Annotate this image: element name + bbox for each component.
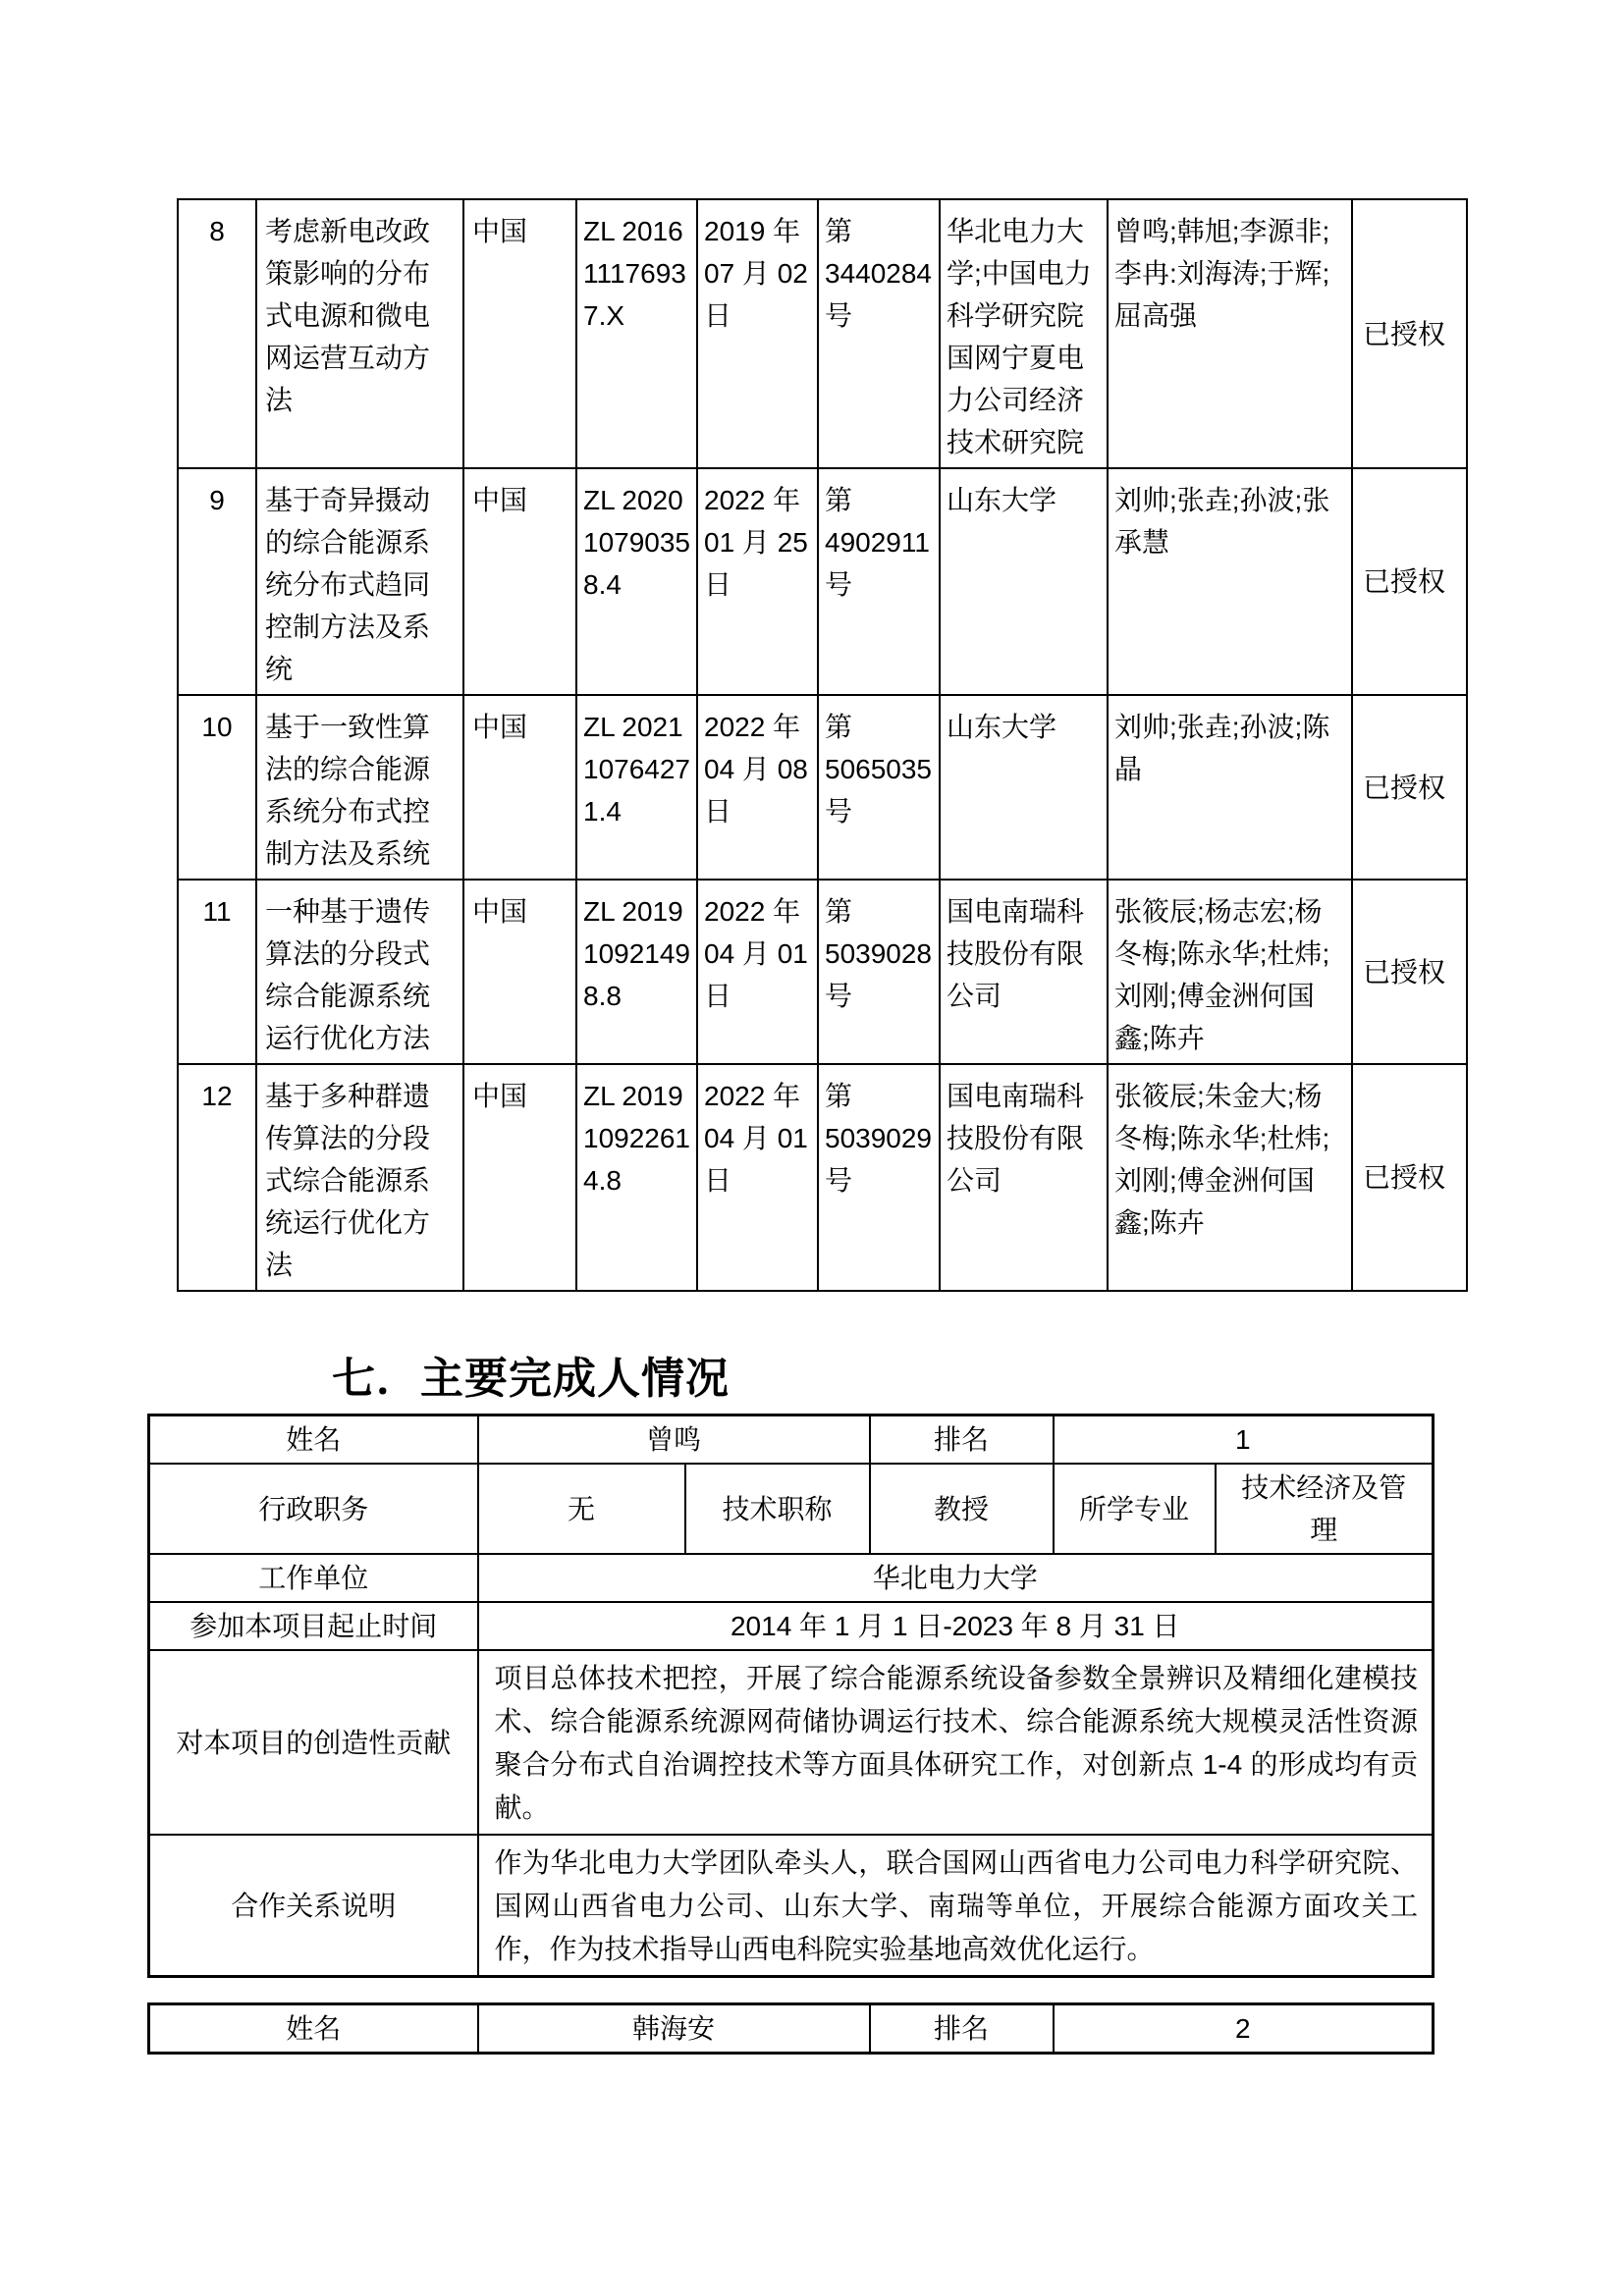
person-period-row bbox=[149, 1602, 1434, 1650]
patent-status-cell: 已授权 bbox=[1352, 880, 1467, 1064]
patent-status-cell: 已授权 bbox=[1352, 695, 1467, 880]
patent-cert-cell: 第 5065035 号 bbox=[818, 695, 940, 880]
patent-title-cell: 一种基于遗传算法的分段式综合能源系统运行优化方法 bbox=[256, 880, 463, 1064]
patent-no-cell: 11 bbox=[178, 880, 256, 1064]
name-label: 姓名 bbox=[149, 1415, 478, 1465]
patent-number-cell: ZL 2020 1079035 8.4 bbox=[576, 468, 697, 695]
patent-cert-cell: 第 5039028 号 bbox=[818, 880, 940, 1064]
admin-post-label: 行政职务 bbox=[149, 1464, 478, 1554]
patent-status-cell: 已授权 bbox=[1352, 468, 1467, 695]
patent-date-cell: 2022 年 04 月 08 日 bbox=[697, 695, 818, 880]
period-label: 参加本项目起止时间 bbox=[149, 1602, 478, 1650]
section-title: 七．主要完成人情况 bbox=[332, 1355, 730, 1403]
patent-no-cell: 9 bbox=[178, 468, 256, 695]
patent-no-cell: 12 bbox=[178, 1064, 256, 1291]
tech-title-label: 技术职称 bbox=[685, 1464, 870, 1554]
patent-inventors-cell: 张筱辰;朱金大;杨冬梅;陈永华;杜炜;刘刚;傅金洲何国鑫;陈卉 bbox=[1108, 1064, 1352, 1291]
patent-country-cell: 中国 bbox=[463, 199, 576, 468]
person2-table bbox=[147, 2002, 1435, 2055]
patent-row-10 bbox=[178, 695, 1467, 880]
patent-date-cell: 2022 年 01 月 25 日 bbox=[697, 468, 818, 695]
person-cooperation-row bbox=[149, 1835, 1434, 1977]
patent-row-12 bbox=[178, 1064, 1467, 1291]
patent-title-cell: 基于一致性算法的综合能源系统分布式控制方法及系统 bbox=[256, 695, 463, 880]
patent-assignee-cell: 国电南瑞科技股份有限公司 bbox=[940, 880, 1108, 1064]
patent-number-cell: ZL 2019 1092149 8.8 bbox=[576, 880, 697, 1064]
cooperation-label: 合作关系说明 bbox=[149, 1835, 478, 1977]
patent-number-cell: ZL 2016 1117693 7.X bbox=[576, 199, 697, 468]
patent-date-cell: 2022 年 04 月 01 日 bbox=[697, 1064, 818, 1291]
person-detail-table bbox=[147, 1414, 1435, 1978]
admin-post-value: 无 bbox=[478, 1464, 685, 1554]
patent-inventors-cell: 刘帅;张垚;孙波;张承慧 bbox=[1108, 468, 1352, 695]
patent-country-cell: 中国 bbox=[463, 468, 576, 695]
patent-inventors-cell: 刘帅;张垚;孙波;陈晶 bbox=[1108, 695, 1352, 880]
rank-value: 2 bbox=[1054, 2004, 1434, 2054]
patent-date-cell: 2022 年 04 月 01 日 bbox=[697, 880, 818, 1064]
patent-cert-cell: 第 5039029 号 bbox=[818, 1064, 940, 1291]
person-workunit-row bbox=[149, 1554, 1434, 1602]
patent-row-8 bbox=[178, 199, 1467, 468]
person2-name-row bbox=[149, 2004, 1434, 2054]
period-value: 2014 年 1 月 1 日-2023 年 8 月 31 日 bbox=[478, 1602, 1434, 1650]
contribution-value: 项目总体技术把控，开展了综合能源系统设备参数全景辨识及精细化建模技术、综合能源系统源网荷储协调运行技术、综合能源系统大规模灵活性资源聚合分布式自治调控技术等方面具体研究工作，对创新点 1-4 的形成均有贡献。 bbox=[478, 1650, 1434, 1835]
major-value: 技术经济及管理 bbox=[1216, 1464, 1434, 1554]
tech-title-value: 教授 bbox=[870, 1464, 1054, 1554]
person-name-row bbox=[149, 1415, 1434, 1465]
patent-country-cell: 中国 bbox=[463, 1064, 576, 1291]
patent-title-cell: 考虑新电改政策影响的分布式电源和微电网运营互动方法 bbox=[256, 199, 463, 468]
patent-number-cell: ZL 2019 1092261 4.8 bbox=[576, 1064, 697, 1291]
patent-row-9 bbox=[178, 468, 1467, 695]
patent-no-cell: 8 bbox=[178, 199, 256, 468]
patent-assignee-cell: 华北电力大学;中国电力科学研究院国网宁夏电力公司经济技术研究院 bbox=[940, 199, 1108, 468]
patent-assignee-cell: 山东大学 bbox=[940, 695, 1108, 880]
name-label: 姓名 bbox=[149, 2004, 478, 2054]
cooperation-value: 作为华北电力大学团队牵头人，联合国网山西省电力公司电力科学研究院、国网山西省电力公司、山东大学、南瑞等单位，开展综合能源方面攻关工作，作为技术指导山西电科院实验基地高效优化运行。 bbox=[478, 1835, 1434, 1977]
patent-table bbox=[177, 198, 1468, 1292]
major-label: 所学专业 bbox=[1054, 1464, 1216, 1554]
patent-inventors-cell: 张筱辰;杨志宏;杨冬梅;陈永华;杜炜;刘刚;傅金洲何国鑫;陈卉 bbox=[1108, 880, 1352, 1064]
rank-label: 排名 bbox=[870, 1415, 1054, 1465]
work-unit-label: 工作单位 bbox=[149, 1554, 478, 1602]
patent-status-cell: 已授权 bbox=[1352, 1064, 1467, 1291]
patent-row-11 bbox=[178, 880, 1467, 1064]
name-value: 韩海安 bbox=[478, 2004, 870, 2054]
patent-inventors-cell: 曾鸣;韩旭;李源非;李冉:刘海涛;于辉;屈高强 bbox=[1108, 199, 1352, 468]
patent-cert-cell: 第 3440284 号 bbox=[818, 199, 940, 468]
patent-title-cell: 基于多种群遗传算法的分段式综合能源系统运行优化方法 bbox=[256, 1064, 463, 1291]
patent-number-cell: ZL 2021 1076427 1.4 bbox=[576, 695, 697, 880]
patent-cert-cell: 第 4902911 号 bbox=[818, 468, 940, 695]
patent-assignee-cell: 国电南瑞科技股份有限公司 bbox=[940, 1064, 1108, 1291]
patent-assignee-cell: 山东大学 bbox=[940, 468, 1108, 695]
person-post-row bbox=[149, 1464, 1434, 1554]
rank-label: 排名 bbox=[870, 2004, 1054, 2054]
rank-value: 1 bbox=[1054, 1415, 1434, 1465]
patent-status-cell: 已授权 bbox=[1352, 199, 1467, 468]
patent-date-cell: 2019 年 07 月 02 日 bbox=[697, 199, 818, 468]
name-value: 曾鸣 bbox=[478, 1415, 870, 1465]
work-unit-value: 华北电力大学 bbox=[478, 1554, 1434, 1602]
person-contribution-row bbox=[149, 1650, 1434, 1835]
contribution-label: 对本项目的创造性贡献 bbox=[149, 1650, 478, 1835]
patent-title-cell: 基于奇异摄动的综合能源系统分布式趋同控制方法及系统 bbox=[256, 468, 463, 695]
patent-country-cell: 中国 bbox=[463, 695, 576, 880]
patent-no-cell: 10 bbox=[178, 695, 256, 880]
patent-country-cell: 中国 bbox=[463, 880, 576, 1064]
